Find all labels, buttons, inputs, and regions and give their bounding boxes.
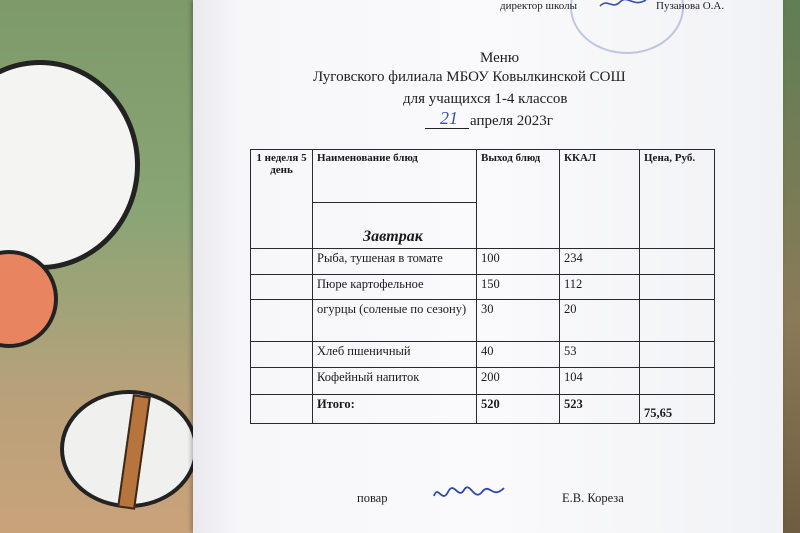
director-name: Пузанова О.А. [656,0,725,12]
table-row [251,342,715,368]
total-row [251,394,715,423]
week-cell [251,368,313,394]
director-label: директор школы [500,0,577,12]
kcal-cell: 104 [560,368,640,394]
header-kcal: ККАЛ [560,150,640,249]
cook-signature [430,478,510,513]
table-row [251,299,715,341]
dish-cell: Хлеб пшеничный [313,342,477,368]
week-cell [251,249,313,275]
output-cell: 40 [477,342,560,368]
price-cell [640,299,715,341]
title-line-1: Меню [480,50,520,66]
cook-label: повар [357,491,388,505]
total-kcal: 523 [560,394,640,423]
title-line-2: Луговского филиала МБОУ Ковылкинской СОШ [313,69,626,85]
header-dish: Наименование блюд [313,150,477,203]
cook-name: Е.В. Кореза [562,491,624,505]
kcal-cell: 112 [560,275,640,299]
week-cell [251,275,313,299]
dish-cell: огурцы (соленые по сезону) [313,299,477,341]
price-cell [640,368,715,394]
date-text: апреля 2023г [470,113,553,129]
dish-cell: Кофейный напиток [313,368,477,394]
kcal-cell: 234 [560,249,640,275]
header-price: Цена, Руб. [640,150,715,249]
price-cell [640,342,715,368]
table-row [251,249,715,275]
kcal-cell: 20 [560,299,640,341]
menu-table [250,149,715,424]
meal-label: Завтрак [313,202,477,249]
price-cell [640,275,715,299]
table-row [251,368,715,394]
header-output: Выход блюд [477,150,560,249]
total-label: Итого: [313,394,477,423]
price-cell [640,249,715,275]
week-cell [251,394,313,423]
output-cell: 200 [477,368,560,394]
total-output: 520 [477,394,560,423]
dish-cell: Пюре картофельное [313,275,477,299]
date-day: 21 [440,108,458,128]
table-row [251,275,715,299]
output-cell: 150 [477,275,560,299]
table-header-row [251,150,715,203]
dish-cell: Рыба, тушеная в томате [313,249,477,275]
director-signature [598,0,650,17]
title-line-3: для учащихся 1-4 классов [403,91,568,107]
output-cell: 100 [477,249,560,275]
header-week: 1 неделя 5 день [251,150,313,249]
week-cell [251,342,313,368]
date-underline [425,128,469,129]
output-cell: 30 [477,299,560,341]
week-cell [251,299,313,341]
total-price: 75,65 [640,394,715,423]
kcal-cell: 53 [560,342,640,368]
